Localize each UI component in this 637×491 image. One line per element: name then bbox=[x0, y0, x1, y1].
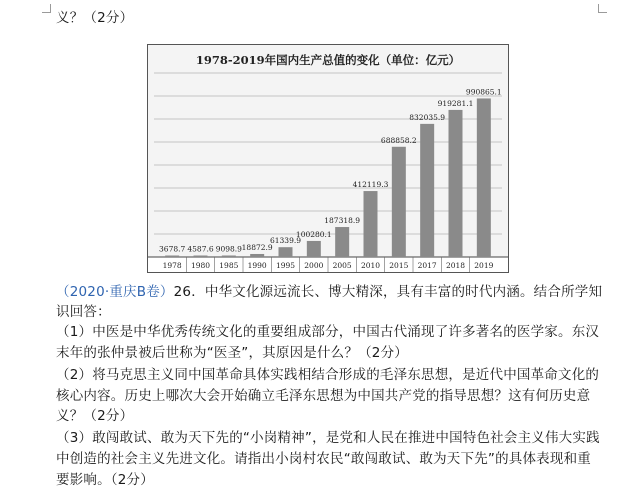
value-label-2010: 412119.3 bbox=[352, 180, 389, 190]
category-label-2000: 2000 bbox=[304, 261, 324, 270]
value-label-2015: 688858.2 bbox=[380, 135, 417, 145]
question-source-link[interactable]: （2020·重庆B卷） bbox=[56, 284, 174, 300]
bar-1978 bbox=[165, 256, 179, 258]
value-label-1978: 3678.7 bbox=[159, 244, 186, 254]
category-label-2019: 2019 bbox=[474, 261, 494, 270]
category-label-2018: 2018 bbox=[445, 261, 466, 270]
question-26-part-3-end: 要影响。（2分） bbox=[56, 472, 154, 488]
question-26-part-3: （3）敢闯敢试、敢为天下先的“小岗精神”，是党和人民在推进中国特色社会主义伟大实践 bbox=[56, 430, 600, 446]
value-label-1985: 9098.9 bbox=[215, 244, 242, 254]
bar-2015 bbox=[392, 147, 406, 257]
value-label-1995: 61339.9 bbox=[269, 236, 302, 246]
previous-question-tail: 义？（2分） bbox=[56, 10, 134, 26]
question-26-part-1-cont: 末年的张仲景被后世称为“医圣”，其原因是什么？（2分） bbox=[56, 345, 408, 361]
question-26-part-2: （2）将马克思主义同中国革命具体实践相结合形成的毛泽东思想，是近代中国革命文化的 bbox=[56, 367, 600, 383]
page-corner-mark-left bbox=[42, 4, 51, 13]
category-label-2005: 2005 bbox=[332, 261, 352, 270]
question-26-part-1: （1）中医是中华优秀传统文化的重要组成部分，中国古代涌现了许多著名的医学家。东汉 bbox=[56, 324, 600, 340]
bar-2005 bbox=[335, 227, 349, 257]
value-label-2005: 187318.9 bbox=[324, 216, 361, 226]
question-26-intro-cont: 识回答： bbox=[56, 304, 111, 320]
category-label-1995: 1995 bbox=[275, 261, 296, 270]
value-label-1990: 18872.9 bbox=[241, 242, 273, 252]
question-26-intro bbox=[56, 282, 602, 302]
gdp-chart bbox=[147, 44, 509, 273]
chart-title: 1978-2019年国内生产总值的变化（单位：亿元） bbox=[195, 53, 461, 67]
question-26-stem: 26．中华文化源远流长、博大精深，具有丰富的时代内涵。结合所学知 bbox=[173, 284, 603, 300]
category-label-1985: 1985 bbox=[219, 261, 239, 270]
bar-2018 bbox=[449, 110, 463, 257]
question-26-part-3-cont: 中创造的社会主义先进文化。请指出小岗村农民“敢闯敢试、敢为天下先”的具体表现和重 bbox=[56, 451, 591, 467]
category-label-1978: 1978 bbox=[162, 261, 182, 270]
value-label-2018: 919281.1 bbox=[437, 98, 474, 108]
value-label-2019: 990865.1 bbox=[465, 87, 502, 97]
value-label-2000: 100280.1 bbox=[295, 229, 332, 239]
page-corner-mark-right bbox=[598, 4, 607, 13]
gdp-chart-svg bbox=[148, 45, 508, 272]
category-label-2010: 2010 bbox=[360, 261, 381, 270]
bar-2010 bbox=[364, 191, 378, 257]
category-label-1980: 1980 bbox=[190, 261, 211, 270]
bar-1985 bbox=[222, 256, 236, 258]
question-26-part-2-cont: 核心内容。历史上哪次大会开始确立毛泽东思想为中国共产党的指导思想？这有何历史意 bbox=[56, 388, 591, 404]
bar-2000 bbox=[307, 241, 321, 257]
bar-1990 bbox=[250, 254, 264, 257]
category-label-1990: 1990 bbox=[247, 261, 267, 270]
value-label-2017: 832035.9 bbox=[409, 112, 446, 122]
bar-2017 bbox=[420, 124, 434, 257]
bar-2019 bbox=[477, 98, 491, 257]
category-label-2015: 2015 bbox=[389, 261, 409, 270]
question-26-part-2-end: 义？（2分） bbox=[56, 408, 134, 424]
value-label-1980: 4587.6 bbox=[187, 244, 214, 254]
category-label-2017: 2017 bbox=[417, 261, 437, 270]
bar-1995 bbox=[279, 247, 293, 257]
bar-1980 bbox=[194, 256, 208, 258]
